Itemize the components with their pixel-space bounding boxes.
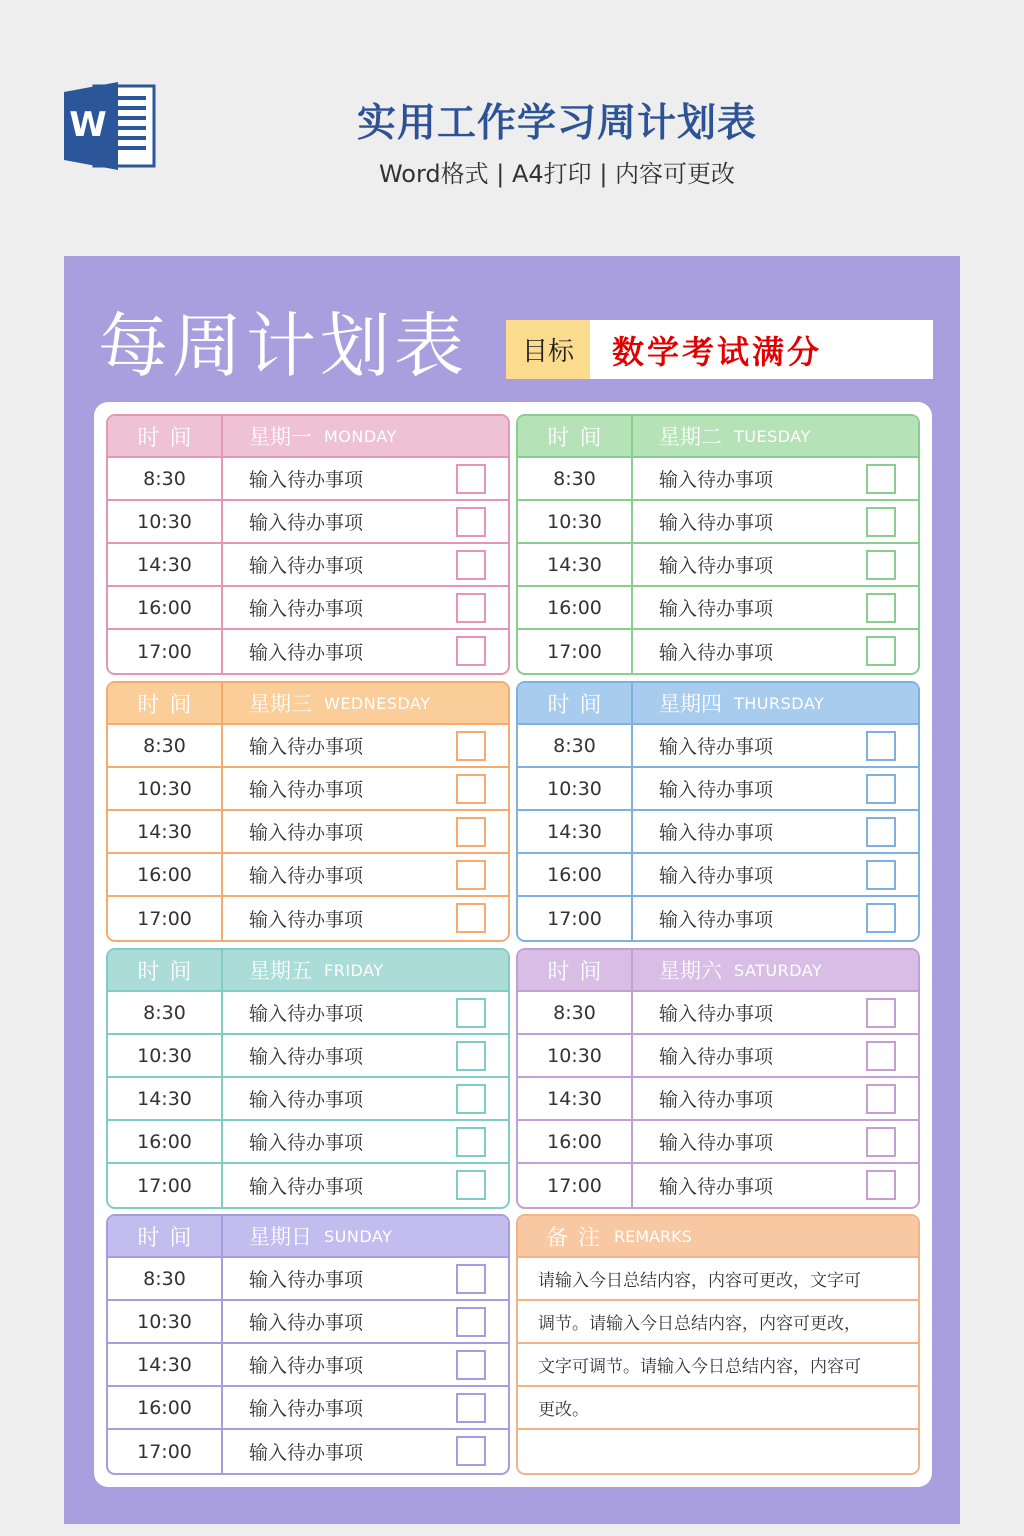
row-task[interactable] <box>633 1035 918 1076</box>
remarks-title: 备注 <box>546 1225 611 1251</box>
task-checkbox[interactable] <box>866 903 896 933</box>
task-checkbox[interactable] <box>866 464 896 494</box>
time-header: 时间 <box>108 416 223 456</box>
table-row <box>518 992 918 1035</box>
task-text: 输入待办事项 <box>659 1089 774 1111</box>
remarks-line[interactable]: 调节。请输入今日总结内容，内容可更改， <box>518 1301 918 1344</box>
table-row <box>518 1164 918 1207</box>
task-text: 输入待办事项 <box>659 642 774 664</box>
table-row <box>108 630 508 673</box>
row-time: 17:00 <box>108 1164 223 1207</box>
row-time: 17:00 <box>108 630 223 673</box>
task-text: 输入待办事项 <box>249 1003 364 1025</box>
task-text: 输入待办事项 <box>249 1355 364 1377</box>
day-name <box>223 416 508 456</box>
task-checkbox[interactable] <box>866 593 896 623</box>
table-row <box>518 1035 918 1078</box>
task-checkbox[interactable] <box>456 860 486 890</box>
row-time: 10:30 <box>108 1301 223 1342</box>
table-row <box>108 1344 508 1387</box>
row-time: 10:30 <box>108 1035 223 1076</box>
day-name-en: SUNDAY <box>324 1226 393 1246</box>
row-task[interactable] <box>223 1164 508 1207</box>
row-task[interactable] <box>633 992 918 1033</box>
task-checkbox[interactable] <box>866 998 896 1028</box>
row-task[interactable] <box>223 768 508 809</box>
task-text: 输入待办事项 <box>249 555 364 577</box>
table-row <box>108 1121 508 1164</box>
word-document-icon <box>64 82 156 170</box>
day-name-en: SATURDAY <box>734 960 823 980</box>
task-text: 输入待办事项 <box>659 779 774 801</box>
task-text: 输入待办事项 <box>249 779 364 801</box>
task-checkbox[interactable] <box>456 1170 486 1200</box>
table-row <box>518 897 918 940</box>
row-task[interactable] <box>633 587 918 628</box>
task-checkbox[interactable] <box>866 731 896 761</box>
day-name-cn: 星期五 <box>249 959 312 983</box>
row-task[interactable] <box>633 1164 918 1207</box>
row-time: 14:30 <box>518 1078 633 1119</box>
remarks-title-en: REMARKS <box>614 1226 692 1246</box>
row-task[interactable] <box>633 897 918 940</box>
table-row <box>108 1258 508 1301</box>
table-row <box>108 811 508 854</box>
row-time: 10:30 <box>518 501 633 542</box>
task-text: 输入待办事项 <box>659 555 774 577</box>
row-task[interactable] <box>223 458 508 499</box>
row-time: 8:30 <box>518 725 633 766</box>
task-checkbox[interactable] <box>866 774 896 804</box>
task-text: 输入待办事项 <box>659 512 774 534</box>
table-row <box>108 992 508 1035</box>
row-task[interactable] <box>223 1301 508 1342</box>
row-time: 8:30 <box>108 1258 223 1299</box>
table-row <box>518 501 918 544</box>
table-row <box>108 1164 508 1207</box>
day-name-en: TUESDAY <box>734 426 811 446</box>
task-text: 输入待办事项 <box>659 1176 774 1198</box>
day-header <box>518 683 918 725</box>
table-row <box>108 1035 508 1078</box>
day-table-friday <box>106 948 510 1209</box>
row-task[interactable] <box>633 854 918 895</box>
day-name <box>633 683 918 723</box>
plan-card <box>94 402 932 1487</box>
day-header <box>518 950 918 992</box>
task-text: 输入待办事项 <box>249 736 364 758</box>
task-text: 输入待办事项 <box>249 512 364 534</box>
goal-value[interactable]: 数学考试满分 <box>612 332 823 371</box>
row-task[interactable] <box>223 725 508 766</box>
word-icon-letter: W <box>69 105 107 145</box>
row-time: 8:30 <box>108 458 223 499</box>
row-task[interactable] <box>223 1430 508 1473</box>
row-task[interactable] <box>633 725 918 766</box>
day-header <box>518 416 918 458</box>
row-task[interactable] <box>633 1078 918 1119</box>
task-checkbox[interactable] <box>456 774 486 804</box>
task-text: 输入待办事项 <box>659 1046 774 1068</box>
day-name-cn: 星期六 <box>659 959 722 983</box>
row-task[interactable] <box>223 1035 508 1076</box>
task-text: 输入待办事项 <box>249 1046 364 1068</box>
day-name-en: THURSDAY <box>734 693 825 713</box>
task-text: 输入待办事项 <box>659 865 774 887</box>
day-name-cn: 星期四 <box>659 692 722 716</box>
table-row <box>108 854 508 897</box>
row-time: 14:30 <box>108 1078 223 1119</box>
task-text: 输入待办事项 <box>249 1312 364 1334</box>
row-task[interactable] <box>633 811 918 852</box>
row-time: 16:00 <box>518 1121 633 1162</box>
time-header: 时间 <box>518 950 633 990</box>
day-header <box>108 1216 508 1258</box>
task-checkbox[interactable] <box>456 1041 486 1071</box>
task-text: 输入待办事项 <box>249 642 364 664</box>
time-header: 时间 <box>518 416 633 456</box>
task-checkbox[interactable] <box>456 1264 486 1294</box>
day-name-cn: 星期三 <box>249 692 312 716</box>
task-checkbox[interactable] <box>456 1084 486 1114</box>
remarks-header <box>518 1216 918 1258</box>
row-time: 14:30 <box>108 1344 223 1385</box>
row-time: 17:00 <box>108 897 223 940</box>
table-row <box>518 768 918 811</box>
day-name-cn: 星期日 <box>249 1225 312 1249</box>
day-name <box>633 416 918 456</box>
time-header: 时间 <box>518 683 633 723</box>
page-title: 实用工作学习周计划表 <box>356 101 757 146</box>
row-task[interactable] <box>223 897 508 940</box>
row-task[interactable] <box>223 1258 508 1299</box>
task-text: 输入待办事项 <box>659 469 774 491</box>
task-checkbox[interactable] <box>456 636 486 666</box>
row-task[interactable] <box>223 992 508 1033</box>
task-text: 输入待办事项 <box>659 736 774 758</box>
row-task[interactable] <box>223 1078 508 1119</box>
task-text: 输入待办事项 <box>249 865 364 887</box>
table-row <box>108 544 508 587</box>
goal-label: 目标 <box>506 320 590 379</box>
task-checkbox[interactable] <box>456 507 486 537</box>
day-name-cn: 星期二 <box>659 425 722 449</box>
day-table-monday <box>106 414 510 675</box>
day-header <box>108 416 508 458</box>
row-time: 8:30 <box>518 458 633 499</box>
day-header <box>108 950 508 992</box>
row-task[interactable] <box>633 1121 918 1162</box>
task-text: 输入待办事项 <box>249 1269 364 1291</box>
task-checkbox[interactable] <box>456 550 486 580</box>
day-name-en: FRIDAY <box>324 960 384 980</box>
task-checkbox[interactable] <box>866 860 896 890</box>
table-row <box>108 1078 508 1121</box>
task-checkbox[interactable] <box>866 507 896 537</box>
task-checkbox[interactable] <box>866 636 896 666</box>
table-row <box>108 897 508 940</box>
row-task[interactable] <box>223 1387 508 1428</box>
table-row <box>518 544 918 587</box>
remarks-table <box>516 1214 920 1475</box>
row-task[interactable] <box>633 630 918 673</box>
row-task[interactable] <box>223 1344 508 1385</box>
task-checkbox[interactable] <box>456 1350 486 1380</box>
table-row <box>518 854 918 897</box>
day-name <box>633 950 918 990</box>
row-task[interactable] <box>223 544 508 585</box>
row-task[interactable] <box>223 854 508 895</box>
task-checkbox[interactable] <box>456 1307 486 1337</box>
task-text: 输入待办事项 <box>249 1176 364 1198</box>
page-subtitle: Word格式 | A4打印 | 内容可更改 <box>378 160 736 188</box>
remarks-line[interactable]: 请输入今日总结内容，内容可更改，文字可 <box>518 1258 918 1301</box>
day-name <box>223 1216 508 1256</box>
time-header: 时间 <box>108 950 223 990</box>
row-time: 8:30 <box>108 992 223 1033</box>
task-checkbox[interactable] <box>456 998 486 1028</box>
task-text: 输入待办事项 <box>249 1089 364 1111</box>
task-text: 输入待办事项 <box>659 822 774 844</box>
table-row <box>108 587 508 630</box>
day-name <box>223 683 508 723</box>
task-checkbox[interactable] <box>866 550 896 580</box>
row-time: 14:30 <box>518 811 633 852</box>
row-task[interactable] <box>223 501 508 542</box>
task-checkbox[interactable] <box>456 731 486 761</box>
task-checkbox[interactable] <box>866 1127 896 1157</box>
task-text: 输入待办事项 <box>249 469 364 491</box>
task-checkbox[interactable] <box>456 1127 486 1157</box>
task-text: 输入待办事项 <box>249 822 364 844</box>
row-time: 16:00 <box>108 1121 223 1162</box>
task-text: 输入待办事项 <box>249 1442 364 1464</box>
row-time: 10:30 <box>108 768 223 809</box>
day-name-en: MONDAY <box>324 426 397 446</box>
day-header <box>108 683 508 725</box>
time-header: 时间 <box>108 683 223 723</box>
task-text: 输入待办事项 <box>659 909 774 931</box>
row-time: 14:30 <box>108 544 223 585</box>
row-time: 17:00 <box>108 1430 223 1473</box>
table-row <box>518 811 918 854</box>
day-name <box>223 950 508 990</box>
task-text: 输入待办事项 <box>659 598 774 620</box>
row-time: 14:30 <box>518 544 633 585</box>
row-time: 17:00 <box>518 1164 633 1207</box>
task-checkbox[interactable] <box>456 1436 486 1466</box>
time-header: 时间 <box>108 1216 223 1256</box>
row-time: 16:00 <box>108 1387 223 1428</box>
row-task[interactable] <box>633 501 918 542</box>
table-row <box>518 587 918 630</box>
day-table-sunday <box>106 1214 510 1475</box>
task-text: 输入待办事项 <box>249 598 364 620</box>
task-text: 输入待办事项 <box>659 1003 774 1025</box>
row-time: 10:30 <box>518 768 633 809</box>
day-table-thursday <box>516 681 920 942</box>
table-row <box>108 768 508 811</box>
table-row <box>518 1078 918 1121</box>
weekly-plan-poster <box>64 256 960 1524</box>
table-row <box>518 630 918 673</box>
table-row <box>108 1387 508 1430</box>
table-row <box>108 501 508 544</box>
task-checkbox[interactable] <box>456 903 486 933</box>
task-text: 输入待办事项 <box>659 1132 774 1154</box>
row-time: 17:00 <box>518 897 633 940</box>
day-table-wednesday <box>106 681 510 942</box>
day-table-tuesday <box>516 414 920 675</box>
remarks-line[interactable]: 文字可调节。请输入今日总结内容，内容可 <box>518 1344 918 1387</box>
row-task[interactable] <box>633 458 918 499</box>
task-checkbox[interactable] <box>866 1170 896 1200</box>
row-time: 10:30 <box>518 1035 633 1076</box>
row-task[interactable] <box>223 630 508 673</box>
row-time: 10:30 <box>108 501 223 542</box>
row-time: 16:00 <box>108 587 223 628</box>
table-row <box>108 458 508 501</box>
table-row <box>518 458 918 501</box>
task-checkbox[interactable] <box>866 1041 896 1071</box>
day-name-en: WEDNESDAY <box>324 693 431 713</box>
row-time: 16:00 <box>518 854 633 895</box>
table-row <box>108 725 508 768</box>
task-checkbox[interactable] <box>866 1084 896 1114</box>
row-task[interactable] <box>633 768 918 809</box>
task-checkbox[interactable] <box>456 817 486 847</box>
poster-title: 每周计划表 <box>98 305 468 387</box>
goal-box <box>506 320 933 379</box>
remarks-line[interactable]: 更改。 <box>518 1387 918 1430</box>
table-row <box>108 1301 508 1344</box>
task-text: 输入待办事项 <box>249 909 364 931</box>
row-time: 17:00 <box>518 630 633 673</box>
table-row <box>108 1430 508 1473</box>
row-time: 14:30 <box>108 811 223 852</box>
task-text: 输入待办事项 <box>249 1398 364 1420</box>
row-time: 16:00 <box>108 854 223 895</box>
table-row <box>518 1121 918 1164</box>
task-text: 输入待办事项 <box>249 1132 364 1154</box>
row-task[interactable] <box>223 1121 508 1162</box>
row-task[interactable] <box>633 544 918 585</box>
task-checkbox[interactable] <box>866 817 896 847</box>
task-checkbox[interactable] <box>456 593 486 623</box>
task-checkbox[interactable] <box>456 1393 486 1423</box>
row-task[interactable] <box>223 811 508 852</box>
remarks-line[interactable] <box>518 1430 918 1473</box>
row-time: 8:30 <box>108 725 223 766</box>
day-table-saturday <box>516 948 920 1209</box>
day-name-cn: 星期一 <box>249 425 312 449</box>
table-row <box>518 725 918 768</box>
task-checkbox[interactable] <box>456 464 486 494</box>
row-time: 8:30 <box>518 992 633 1033</box>
row-time: 16:00 <box>518 587 633 628</box>
row-task[interactable] <box>223 587 508 628</box>
